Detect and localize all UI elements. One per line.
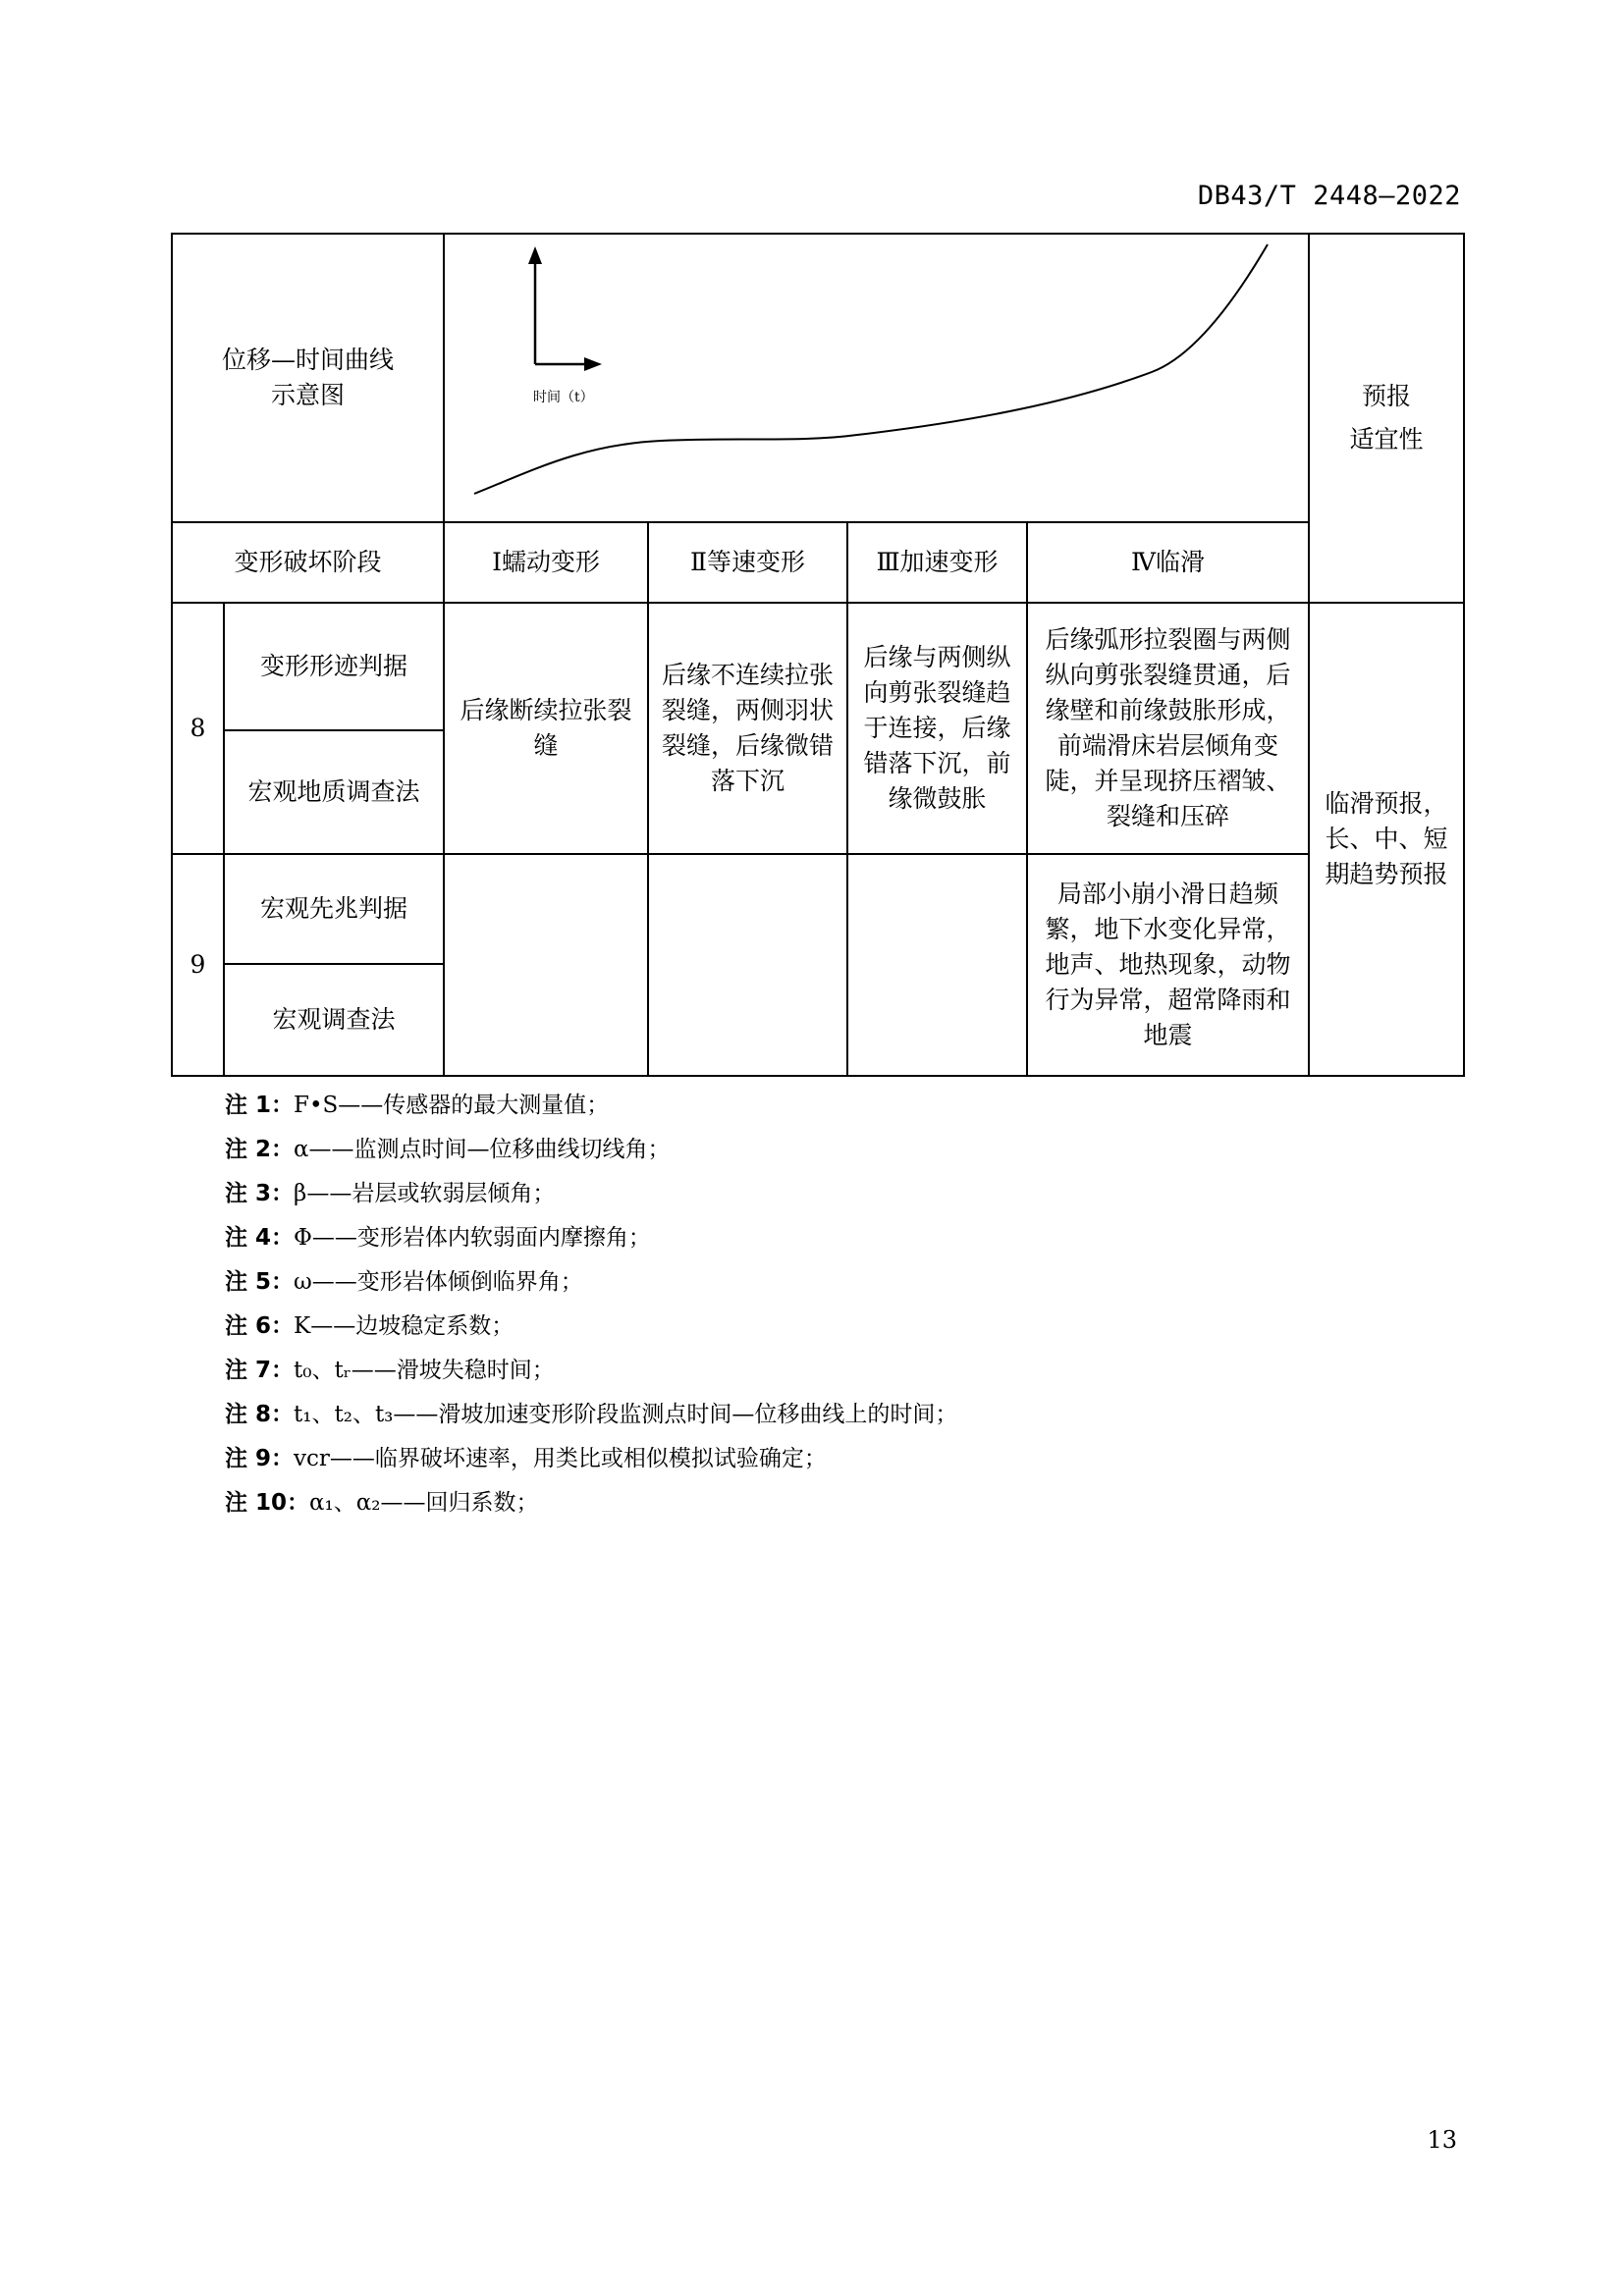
note-4: 注 4：Φ——变形岩体内软弱面内摩擦角； [225,1225,651,1251]
method-macro-survey: 宏观调查法 [224,964,444,1076]
note-2: 注 2：α——监测点时间—位移曲线切线角； [225,1137,671,1162]
note-1: 注 1：F•S——传感器的最大测量值； [225,1093,610,1118]
x-axis-arrow [584,357,602,371]
row8-stage4-cell: 后缘弧形拉裂圈与两侧纵向剪张裂缝贯通，后缘壁和前缘鼓胀形成，前端滑床岩层倾角变陡，并呈现挤压褶皱、裂缝和压碎 [1027,603,1309,854]
suitability-line1: 预报 [1362,382,1412,410]
stage-creep: Ⅰ蠕动变形 [444,522,648,603]
curve-label-line1: 位移—时间曲线 [222,346,395,374]
row9-stage4-cell: 局部小崩小滑日趋频繁，地下水变化异常，地声、地热现象，动物行为异常，超常降雨和地震 [1027,854,1309,1076]
stage-accelerating: Ⅲ加速变形 [847,522,1027,603]
suitability-header [1309,234,1464,603]
displacement-time-curve [445,235,1310,521]
note-6: 注 6：K——边坡稳定系数； [225,1313,514,1339]
y-axis-arrow [528,246,542,264]
note-10: 注 10：α₁、α₂——回归系数； [225,1490,539,1516]
displacement-time-curve-cell [444,234,1309,522]
row-number-9: 9 [172,854,224,1076]
method-geological-survey: 宏观地质调查法 [224,730,444,854]
row8-stage3-cell: 后缘与两侧纵向剪张裂缝趋于连接，后缘错落下沉，前缘微鼓胀 [847,603,1027,854]
curve-label-line2: 示意图 [271,381,346,409]
forecast-cell: 临滑预报，长、中、短期趋势预报 [1309,603,1464,1076]
notes-list [225,1084,957,1525]
note-8: 注 8：t₁、t₂、t₃——滑坡加速变形阶段监测点时间—位移曲线上的时间； [225,1402,958,1427]
stage-header: 变形破坏阶段 [172,522,444,603]
row8-stage2-cell: 后缘不连续拉张裂缝，两侧羽状裂缝，后缘微错落下沉 [648,603,847,854]
criterion-deformation-trace: 变形形迹判据 [224,603,444,730]
x-axis-label: 时间（t） [533,390,594,405]
stage-constant-speed: Ⅱ等速变形 [648,522,847,603]
note-7: 注 7：t₀、tᵣ——滑坡失稳时间； [225,1358,555,1383]
stage-imminent-sliding: Ⅳ临滑 [1027,522,1309,603]
deformation-stage-table [171,233,1465,1077]
note-5: 注 5：ω——变形岩体倾倒临界角； [225,1269,583,1295]
note-3: 注 3：β——岩层或软弱层倾角； [225,1181,556,1206]
displacement-curve [474,244,1268,494]
curve-label-cell [172,234,444,522]
suitability-line2: 适宜性 [1349,425,1424,454]
row-number-8: 8 [172,603,224,854]
row8-stage1-cell: 后缘断续拉张裂缝 [444,603,648,854]
note-9: 注 9：vcr——临界破坏速率，用类比或相似模拟试验确定； [225,1446,827,1471]
criterion-macro-precursor: 宏观先兆判据 [224,854,444,964]
row9-stage2-cell [648,854,847,1076]
row9-stage1-cell [444,854,648,1076]
document-code: DB43/T 2448—2022 [1197,181,1461,211]
row9-stage3-cell [847,854,1027,1076]
page-number: 13 [1427,2126,1457,2154]
